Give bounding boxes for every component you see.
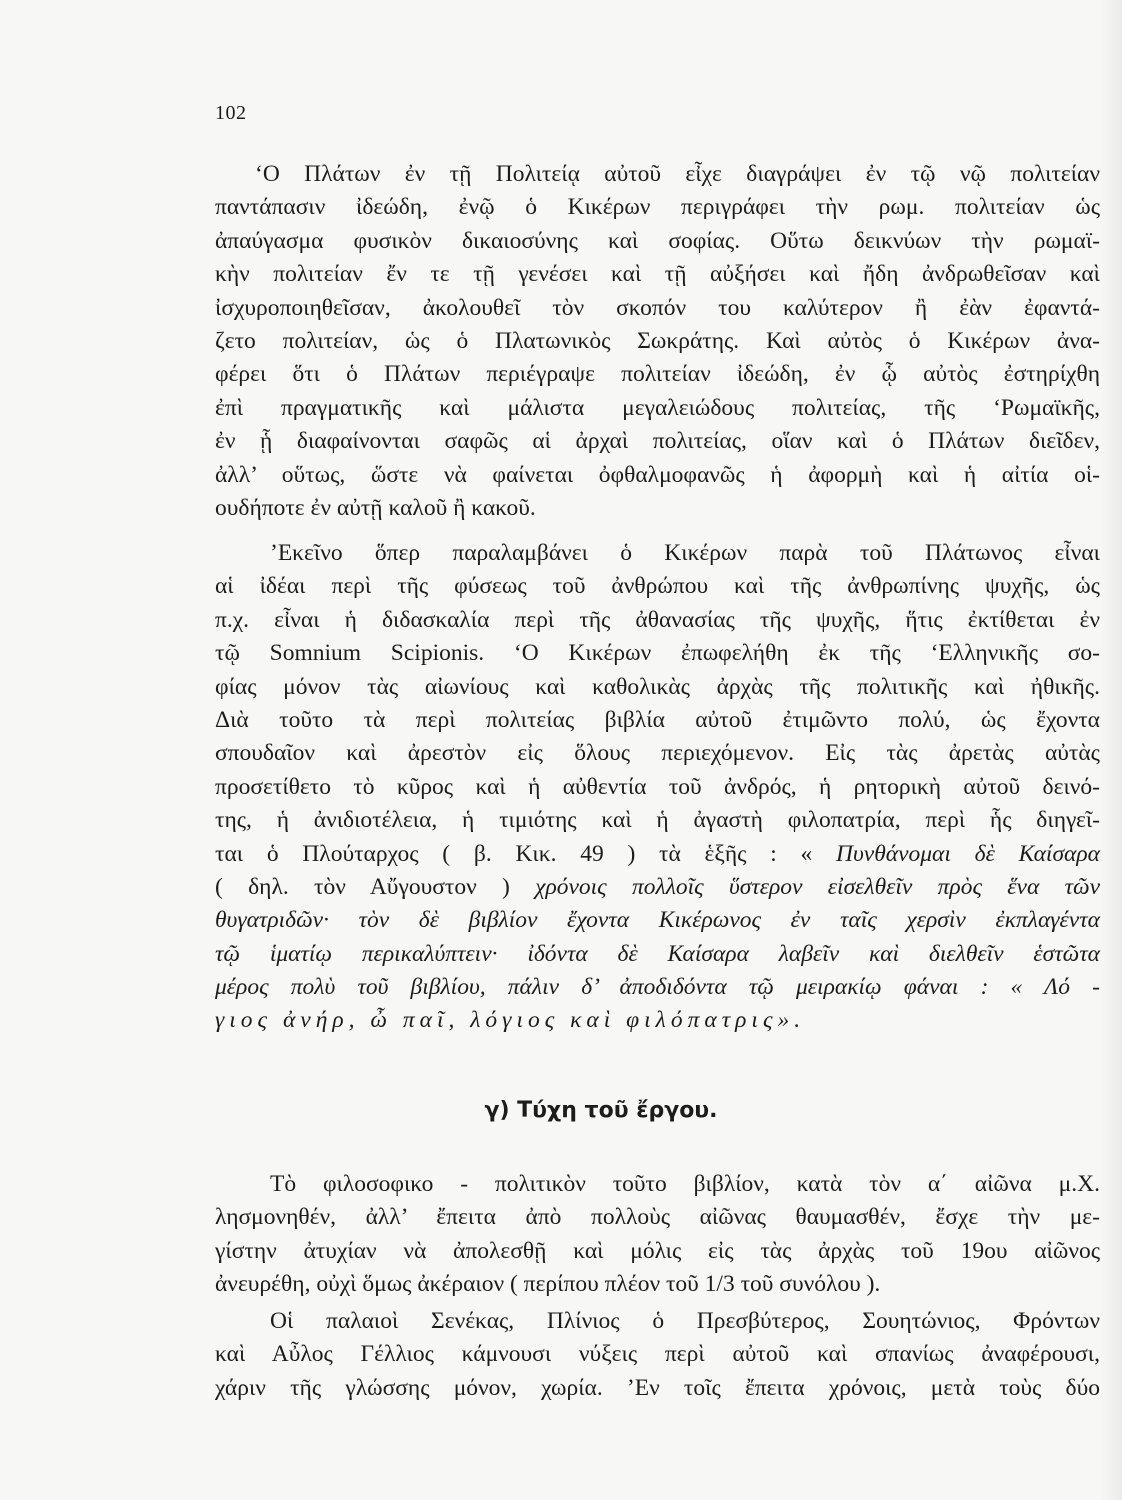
page-edge-shadow bbox=[1100, 0, 1122, 1500]
text-line-quote-start bbox=[215, 838, 1100, 871]
text-line: Διὰ τοῦτο τὰ περὶ πολιτείας βιβλία αὐτοῦ ἐτιμῶντο πολύ, ὡς ἔχοντα bbox=[215, 706, 1100, 733]
quote-text: χρόνοις πολλοῖς ὕστερον εἰσελθεῖν πρὸς ἕνα τῶν bbox=[535, 873, 1101, 900]
text-line: ἰσχυροποιηθεῖσαν, ἀκολουθεῖ τὸν σκοπόν του καλύτερον ἢ ἐὰν ἐφαντά- bbox=[215, 294, 1100, 321]
paragraph-plato-republic bbox=[215, 158, 1100, 525]
text-line: της, ἡ ἀνιδιοτέλεια, ἡ τιμιότης καὶ ἡ ἀγαστὴ φιλοπατρία, περὶ ἧς διηγεῖ- bbox=[215, 807, 1100, 834]
text-line-quote bbox=[215, 904, 1100, 937]
quote-text: γιος ἀνήρ, ὦ παῖ, λόγιος καὶ φιλόπατρις». bbox=[215, 1007, 806, 1034]
quote-text: Πυνθάνομαι δὲ Καίσαρα bbox=[836, 840, 1100, 867]
text-line: Τὸ φιλοσοφικο - πολιτικὸν τοῦτο βιβλίον, κατὰ τὸν α΄ αἰῶνα μ.Χ. bbox=[270, 1171, 1100, 1197]
text-line: ουδήποτε ἐν αὐτῇ καλοῦ ἢ κακοῦ. bbox=[215, 494, 536, 521]
text-line: φίας μόνον τὰς αἰωνίους καὶ καθολικὰς ἀρχὰς τῆς πολιτικῆς καὶ ἠθικῆς. bbox=[215, 673, 1100, 700]
text-line: προσετίθετο τὸ κῦρος καὶ ἡ αὐθεντία τοῦ ἀνδρός, ἡ ρητορικὴ αὐτοῦ δεινό- bbox=[215, 773, 1100, 800]
text-line: ἀλλ’ οὕτως, ὥστε νὰ φαίνεται ὀφθαλμοφανῶς ἡ ἀφορμὴ καὶ ἡ αἰτία οἱ- bbox=[215, 461, 1100, 488]
quote-text: μέρος πολὺ τοῦ βιβλίου, πάλιν δ’ ἀποδιδόντα τῷ μειρακίῳ φάναι : « Λό - bbox=[215, 974, 1100, 1001]
paragraph-ancient-authors bbox=[215, 1305, 1100, 1405]
text-line-quote bbox=[215, 871, 1100, 904]
text-line: τῷ Somnium Scipionis. ‘Ο Κικέρων ἐπωφελήθη ἐκ τῆς ‘Ελληνικῆς σο- bbox=[215, 640, 1100, 667]
text-line: καὶ Αὖλος Γέλλιος κάμνουσι νύξεις περὶ αὐτοῦ καὶ σπανίως ἀναφέρουσι, bbox=[215, 1341, 1100, 1368]
section-heading: γ) Τύχη τοῦ ἔργου. bbox=[484, 1098, 718, 1123]
text-line: ζετο πολιτείαν, ὡς ὁ Πλατωνικὸς Σωκράτης. Καὶ αὐτὸς ὁ Κικέρων ἀνα- bbox=[215, 327, 1100, 354]
text-line: ἀπαύγασμα φυσικὸν δικαιοσύνης καὶ σοφίας. Οὕτω δεικνύων τὴν ρωμαϊ- bbox=[215, 227, 1100, 254]
paragraph-cicero-ideas bbox=[215, 537, 1100, 1038]
text-line: π.χ. εἶναι ἡ διδασκαλία περὶ τῆς ἀθανασίας τῆς ψυχῆς, ἥτις ἐκτίθεται ἐν bbox=[215, 606, 1100, 633]
text-line: ’Εκεῖνο ὅπερ παραλαμβάνει ὁ Κικέρων παρὰ τοῦ Πλάτωνος εἶναι bbox=[270, 540, 1100, 566]
text-line-quote bbox=[215, 971, 1100, 1004]
quote-text: θυγατριδῶν· τὸν δὲ βιβλίον ἔχοντα Κικέρωνος ἐν ταῖς χερσὶν ἐκπλαγέντα bbox=[215, 907, 1100, 934]
paragraph-fate-of-work bbox=[215, 1168, 1100, 1302]
text-line: χάριν τῆς γλώσσης μόνον, χωρία. ’Εν τοῖς ἔπειτα χρόνοις, μετὰ τοὺς δύο bbox=[215, 1374, 1100, 1401]
text-line: γίστην ἀτυχίαν νὰ ἀπολεσθῇ καὶ μόλις εἰς τὰς ἀρχὰς τοῦ 19ου αἰῶνος bbox=[215, 1237, 1100, 1264]
text-line: ἀνευρέθη, οὐχὶ ὅμως ἀκέραιον ( περίπου πλέον τοῦ 1/3 τοῦ συνόλου ). bbox=[215, 1271, 881, 1298]
text-line: σπουδαῖον καὶ ἀρεστὸν εἰς ὅλους περιεχόμενον. Εἰς τὰς ἀρετὰς αὐτὰς bbox=[215, 740, 1100, 767]
quote-intro: ται ὁ Πλούταρχος ( β. Κικ. 49 ) τὰ ἑξῆς : « bbox=[215, 840, 813, 867]
text-line: αἱ ἰδέαι περὶ τῆς φύσεως τοῦ ἀνθρώπου καὶ τῆς ἀνθρωπίνης ψυχῆς, ὡς bbox=[215, 573, 1100, 600]
text-line: ἐν ᾗ διαφαίνονται σαφῶς αἱ ἀρχαὶ πολιτείας, οἵαν καὶ ὁ Πλάτων διεῖδεν, bbox=[215, 428, 1100, 455]
page-number: 102 bbox=[215, 102, 247, 124]
text-line: φέρει ὅτι ὁ Πλάτων περιέγραψε πολιτείαν ἰδεώδη, ἐν ᾧ αὐτὸς ἐστηρίχθη bbox=[215, 361, 1100, 388]
text-line: ἐπὶ πραγματικῆς καὶ μάλιστα μεγαλειώδους πολιτείας, τῆς ‘Ρωμαϊκῆς, bbox=[215, 394, 1100, 421]
text-line-quote bbox=[215, 938, 1100, 971]
text-line: Οἱ παλαιοὶ Σενέκας, Πλίνιος ὁ Πρεσβύτερος, Σουητώνιος, Φρόντων bbox=[270, 1308, 1100, 1334]
text-line: παντάπασιν ἰδεώδη, ἐνῷ ὁ Κικέρων περιγράφει τὴν ρωμ. πολιτείαν ὡς bbox=[215, 194, 1100, 221]
text-line: ‘Ο Πλάτων ἐν τῇ Πολιτείᾳ αὐτοῦ εἶχε διαγράψει ἐν τῷ νῷ πολιτείαν bbox=[255, 161, 1100, 187]
text-line-quote-end bbox=[215, 1004, 1100, 1037]
text-line: λησμονηθέν, ἀλλ’ ἔπειτα ἀπὸ πολλοὺς αἰῶνας θαυμασθέν, ἔσχε τὴν με- bbox=[215, 1204, 1100, 1231]
quote-text: τῷ ἱματίῳ περικαλύπτειν· ἰδόντα δὲ Καίσαρα λαβεῖν καὶ διελθεῖν ἑστῶτα bbox=[215, 940, 1100, 967]
text-line: κὴν πολιτείαν ἔν τε τῇ γενέσει καὶ τῇ αὐξήσει καὶ ἤδη ἀνδρωθεῖσαν καὶ bbox=[215, 261, 1100, 288]
quote-aside: ( δηλ. τὸν Αὔγουστον ) bbox=[215, 873, 510, 900]
